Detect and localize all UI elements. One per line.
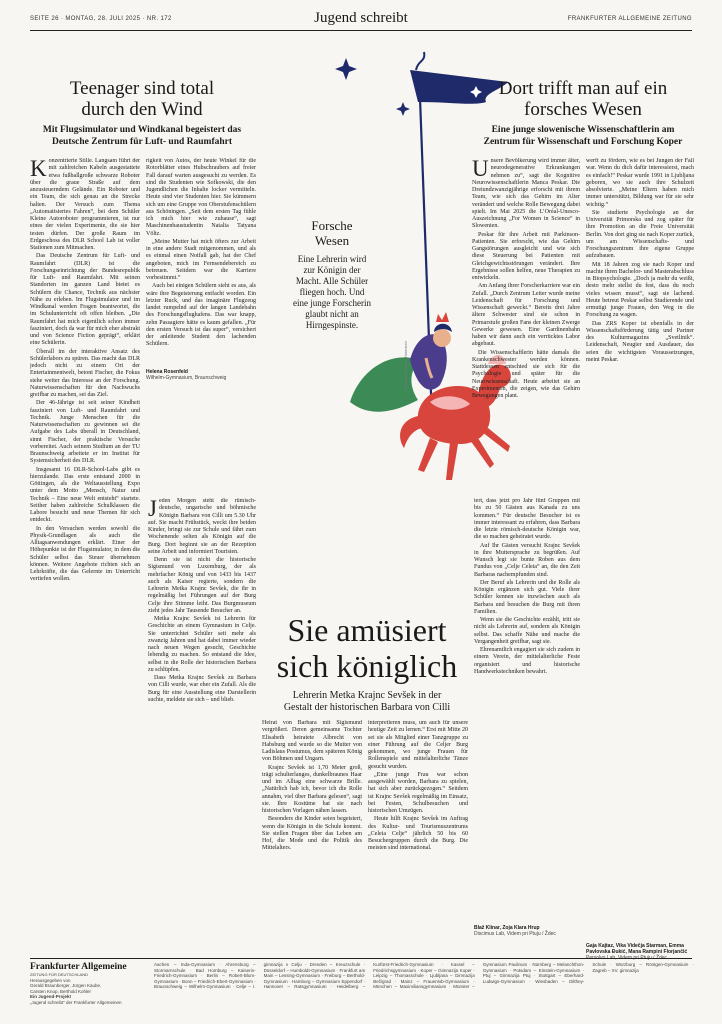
bottom-col4-paragraph: Ehrenamtlich engagiert sie sich zudem in einem Verein, der mittelalterliche Feste organisiert und historische Handwerkstechniken bewahrt.: [474, 647, 580, 675]
teaser-title-line-2: Wesen: [314, 233, 350, 248]
bottom-col3-paragraph: interpretieren muss, um auch für unsere heutige Zeit zu lernen.“ Erst mit Mitte 20 sei sie als Mitglied einer Tanzgruppe zu einer Führung auf die Celjer Burg gekommen, wo junge Frauen für Rollenspiele und mittelalterliche Tänze gesucht wurden.: [368, 720, 468, 770]
left-col1-paragraph: Der 46-Jährige ist seit seiner Kindheit fasziniert von Luft- und Raumfahrt und Technik. Junge Menschen für die Naturwissenschaften zu gewinnen sei die Aufgabe des Labs überall in Deutschland, sinnt Fischer, der praktische Versuche vorbereitet. Auch seinem Studium an der TU Braunschweig arbeitete er im Institut für Systemsicherheit des DLR.: [30, 400, 140, 465]
left-article-byline: [146, 366, 256, 381]
bottom-col2-paragraph: Heirat von Barbara mit Sigismund vergrößert. Deren gemeinsame Tochter Elisabeth heiratete Albrecht von Habsburg und wurde so die Mutter von Ladislaus Postumus, dem späteren König von Böhmen und Ungarn.: [262, 720, 362, 763]
left-author-name: Helena Rosenfeld: [146, 369, 188, 375]
right-subtitle-line-1: Eine junge slowenische Wissenschaftlerin am: [491, 125, 675, 135]
star-icon: [335, 58, 357, 80]
bottom-article-subtitle: [262, 690, 472, 714]
bottom-article-title: [262, 612, 472, 684]
right-title-line-1: Dort trifft man auf ein: [498, 78, 668, 99]
bottom-article-column-4: [474, 498, 580, 918]
editor-line: Herausgegeben von: [30, 977, 71, 983]
bottom-title-line-2: sich königlich: [276, 648, 458, 684]
teaser-text-line: fliegen hoch. Und: [299, 287, 365, 297]
left-article-column-2: [146, 158, 256, 364]
header-rule: [30, 30, 692, 31]
footer-rule: [30, 958, 692, 959]
bottom-col3-paragraph: Heute hilft Krajnc Sevšek im Auftrag des Kultur- und Tourismuszentrums „Celeia Celje“ jährlich 50 bis 60 Besuchergruppen durch die Burg. Die meisten sind international.: [368, 816, 468, 852]
right-article-column-2: [586, 158, 694, 938]
bottom-col4-paragraph: Der Beruf als Lehrerin und die Rolle als Königin ergänzen sich gut. Viele ihrer Schüler kennen sie inzwischen auch als Barbara und besuchen die Burg mit ihren Familien.: [474, 579, 580, 615]
teaser-text-line: Eine Lehrerin wird: [297, 254, 367, 264]
bottom-article-column-1: [148, 498, 256, 948]
teaser-title-line-1: Forsche: [311, 218, 353, 233]
horse-leg: [446, 442, 458, 480]
left-subtitle-line-1: Mit Flugsimulator und Windkanal begeistert das: [42, 125, 242, 135]
project-line: „Jugend schreibt“ der Frankfurter Allgemeinen: [30, 999, 122, 1005]
teaser-text-line: zur Königin der: [303, 265, 361, 275]
left-title-line-1: Teenager sind total: [69, 78, 215, 99]
left-col2-paragraph: „Meine Mutter hat mich öfters zur Arbeit in eine andere Stadt mitgenommen, und als es einmal einen Notfall gab, hat der Chef angeboten, mich im Fernsendebereich zu betreuen. Seitdem war die Karriere vorbestimmt.“: [146, 238, 256, 281]
right-col2-paragraph: werft zu fördern, wie es bei Jungen der Fall war. Wenn du dich dafür interessierst, mach es einfach!“ Peskar wurde 1991 in Ljubljana geboren, wo sie auch ihre Schulzeit absolvierte. „Meine Eltern haben mich immer unterstützt, Bildung war für sie sehr wichtig.“: [586, 158, 694, 208]
bottom-col2-paragraph: Besonders die Kinder seien begeistert, wenn die Königin in die Schule kommt. Sie stellen Fragen über das Leben am Hof, die Mode und die Politik des Mittelalters.: [262, 816, 362, 852]
newspaper-logo: Frankfurter Allgemeine: [30, 962, 127, 972]
bottom-col1-paragraph: Dass Metka Krajnc Sevšek zu Barbara von Cilli wurde, war eher ein Zufall. Als die Burg für eine Ausstellung eine Darstellerin suchte, meldete sie sich – und blieb.: [148, 675, 256, 703]
horse-leg: [418, 438, 438, 472]
right-article-column-1: [472, 158, 580, 518]
bottom-subtitle-line-1: Lehrerin Metka Krajnc Sevšek in der: [292, 690, 442, 701]
bottom-author-school: Discimus Lab, Videm pri Ptuju / Ždec: [474, 931, 556, 937]
right-author-names: Gaja Kajtaz, Vika Videčja Starman, Emma Pavlovska Đukić, Mana Rampini Florjančić: [586, 943, 688, 955]
right-col1-paragraph: Die Wissenschaftlerin hätte damals die Krankenschwester werden können. Stattdessen entschied sie sich für die Psychologie und später für die Neurowissenschaft. Heute arbeitet sie an Experimenten, die zeigen, wie das Gehirn Bewegungen plant.: [472, 349, 580, 399]
left-article-title: [28, 78, 256, 120]
teaser-text-line: Macht. Alle Schüler: [295, 276, 369, 286]
bottom-author-names: Blaž Klinar, Zoja Klara Hrup: [474, 925, 540, 931]
teaser-text-line: eine junge Forscherin: [293, 298, 371, 308]
queen-face: [433, 329, 451, 347]
teaser-text-line: Hirngespinste.: [305, 320, 359, 330]
section-title: Jugend schreibt: [314, 10, 408, 26]
bottom-article-byline: [474, 922, 580, 937]
footer-imprint: [30, 962, 148, 1006]
left-col1-paragraph: Insgesamt 16 DLR-School-Labs gibt es hierzulande. Das erste entstand 2000 in Göttingen, als die Weltausstellung Expo unter dem Motto „Mensch, Natur und Technik – Eine neue Welt entsteht“ startete. Seither haben zahlreiche Schulklassen die Labore besucht und neue Themen für sich entdeckt.: [30, 466, 140, 524]
crown-icon: [436, 312, 449, 322]
horse-tail: [400, 416, 422, 448]
illustration-credit: Illustration Jonathan Hasenbein: [404, 340, 408, 390]
right-drop-cap: U: [472, 158, 489, 181]
right-subtitle-line-2: Zentrum für Wissenschaft und Forschung Koper: [483, 137, 683, 147]
page-date-line: SEITE 26 · MONTAG, 28. JULI 2025 · NR. 172: [30, 16, 172, 22]
bottom-col2-paragraph: Krajnc Sevšek ist 1,70 Meter groß, trägt schulterlanges, dunkelbraunes Haar und im Alltag eine schwarze Brille. „Natürlich hab ich, bevor ich die Rolle annahm, viel über Barbara gelesen“, sagt sie. Ihre Kostüme hat sie nach historischen Vorlagen nähen lassen.: [262, 764, 362, 814]
star-icon: [396, 102, 410, 116]
right-col2-paragraph: Mit 18 Jahren zog sie nach Koper und machte ihren Bachelor- und Masterabschluss in Biopsychologie. „Doch ja mehr du weißt, desto mehr stellst du fest, dass du noch vieles wissen musst“, sagt sie lachend. Heute betreut Peskar selbst Studierende und ermutigt junge Frauen, den Weg in die Forschung zu wagen.: [586, 261, 694, 319]
bottom-col3-paragraph: „Eine junge Frau war schon ausgewählt worden, Barbara zu spielen, hat sich aber zurückgezogen.“ Seitdem ist Krajnc Sevšek regelmäßig im Einsatz, bei Festen, Schulbesuchen und historischen Umzügen.: [368, 771, 468, 814]
bottom-drop-cap: J: [148, 498, 157, 521]
left-subtitle-line-2: Deutsche Zentrum für Luft- und Raumfahrt: [51, 137, 233, 147]
right-col1-paragraph: nsere Bevölkerung wird immer älter, neurodegenerative Erkrankungen nehmen zu“, sagt die Kognitive Neurowissenschaftlerin Manca Peskar. Die Dreiundzwanzigjährige erforscht mit ihrem Team, wie sich das Gehirn im Alter verändert und welche Rolle Bewegung dabei spielt. Im Mai 2025 die L’Oréal-Unesco-Auszeichnung „For Women in Science“ in Slowenien.: [472, 158, 580, 230]
left-col2-paragraph: Auch bei einigen Schülern sieht es aus, als wäre ihre Begeisterung entfacht worden. Ein letzter Ruck, und das imaginäre Flugzeug landet rumpelnd auf der langen Landebahn des Forschungsflughafens. Das war knapp, zehn Passagiere hätte es kaum gefallen. „Für den ersten Versuch ist das super“, versichert der anleitende Student den lachenden Schülern.: [146, 283, 256, 348]
bottom-col1-paragraph: Denn sie ist nicht die historische Sigismund von Luxemburg, der als mehrfacher König und von 1433 bis 1437 auch als Kaiser regierte, sondern die Lehrerin Metka Krajnc Sevšek, die ihr in regelmäßig bei Führungen auf der Burg Celje ihre Stimme leiht. Das Burgmuseum zieht jedes Jahr Tausende Besucher an.: [148, 557, 256, 614]
left-col1-paragraph: Das Deutsche Zentrum für Luft- und Raumfahrt (DLR) ist die Forschungseinrichtung der Bundesrepublik für Luft- und Raumfahrt. Mit seinen Standorten im ganzen Land bietet es Schülern die Chance, Technik aus nächster Nähe zu erleben. Im Flugsimulator und im Windkanal werden Fragen beantwortet, die im Schulunterricht oft offen bleiben. „Die Raumfahrt hat mich eigentlich schon immer fasziniert, doch da war für mich eher abstrakt und von Science Fiction geprägt“, erklärt eine Schülerin.: [30, 253, 140, 347]
left-col1-paragraph: Überall im der interaktive Ansatz des Schülerlabors zu spüren. Das macht das DLR jedoch nicht zu einem Ort der Entertainmentwelt, betont Fischer, die Fokus stehe weiter das Interesse an der Forschung. Naturwissenschaften für den Nachwuchs greifbar zu machen, sei das Ziel.: [30, 348, 140, 398]
bottom-subtitle-line-2: Gestalt der historischen Barbara von Cilli: [283, 702, 451, 713]
left-article-subtitle: [28, 124, 256, 148]
right-col2-paragraph: Sie studierte Psychologie an der Universität Primorska und zog später für ihre Promotion an die Freie Universität Berlin. Von dort ging sie nach Koper zurück, um am Wissenschafts- und Forschungszentrum ihre eigene Gruppe aufzubauen.: [586, 209, 694, 260]
logo-subtitle: ZEITUNG FÜR DEUTSCHLAND: [30, 972, 89, 977]
bottom-col4-paragraph: Wenn sie die Geschichte erzählt, tritt sie nicht als Lehrerin auf, sondern als Königin selbst. Das schaffe Nähe und mache die Vergangenheit greifbar, sagt sie.: [474, 617, 580, 645]
bottom-col4-paragraph: Auf Ihr Gästen versucht Krajnc Sevšek in ihre Muttersprache zu begrüßen. Auf Wunsch legt sie bunte Roben aus dem Fundus von „Celje Celeia“ an, die den Zeit Barbaras nachempfunden sind.: [474, 542, 580, 578]
newspaper-name: FRANKFURTER ALLGEMEINE ZEITUNG: [567, 16, 692, 22]
project-line: Ein Jugend-Projekt: [30, 994, 72, 1000]
bottom-article-column-3: [368, 720, 468, 946]
right-title-line-2: forsches Wesen: [524, 99, 642, 120]
bottom-article-column-2: [262, 720, 362, 946]
teaser-text-line: glaubt nicht an: [305, 309, 359, 319]
left-col2-paragraph: rigkeit von Autos, der heute Winkel für die Rotorblätter eines Hubschraubers auf freier Fall darauf warten ausgesucht zu werden. Es sind die Studenten wie Sofkowski, die den Jugendlichen die Inhalte locker vermitteln. Heute sind vier Studenten hier. Sie kümmern sich um eine Gruppe von Oberstufenschülern aus Schöningen. „Seit dem ersten Tag fühle ich mich hier wie zuhause“, sagt Maschinenbaustudentin Natalia Tatyana Völtz.: [146, 158, 256, 237]
editor-line: Gerald Braunberger, Jürgen Kaube,: [30, 983, 102, 989]
right-col1-paragraph: Am Anfang ihrer Forscherkarriere war ein Zufall. „Durch Zentrum Leiter wurde meine Leidenschaft für Forschung und Wissenschaft geweckt.“ Bereits drei Jahre ältere Schwester sind sie schon in Primarstufe großen Fans der kleinen Zwerge Gewerke gewesen. Eine Gardinenbahn haben wir dann auch ein verrücktes Labor abgebaut.: [472, 283, 580, 348]
green-cape: [350, 357, 420, 411]
partner-schools-list: Aachen – Inda-Gymnasium · Ahrensburg – Stormarnschule · Bad Homburg – Kaiserin-Friedrich-Gymnasium · Berlin – Robert-Blum-Gymnasium · Bonn – Friedrich-Ebert-Gymnasium · Braunschweig – Wilhelm-Gymnasium · Celje – I. gimnazija v Celju · Dresden – Kreuzschule · Düsseldorf – Humboldt-Gymnasium · Frankfurt am Main – Lessing-Gymnasium · Freiburg – Berthold-Gymnasium · Hamburg – Gymnasium Eppendorf · Hannover – Ratsgymnasium · Heidelberg – Kurfürst-Friedrich-Gymnasium · Kassel – Friedrichsgymnasium · Koper – Gimnazija Koper · Leipzig – Thomasschule · Ljubljana – Gimnazija Bežigrad · Mainz – Frauenlob-Gymnasium · München – Maximiliansgymnasium · Münster – Gymnasium Paulinum · Nürnberg – Melanchthon-Gymnasium · Potsdam – Einstein-Gymnasium · Ptuj – Gimnazija Ptuj · Stuttgart – Eberhard-Ludwigs-Gymnasium · Wiesbaden – Dilthey-Schule · Würzburg – Röntgen-Gymnasium · Zagreb – XV. gimnazija: [154, 962, 694, 990]
left-author-school: Wilhelm-Gymnasium, Braunschweig: [146, 375, 227, 381]
bottom-col4-paragraph: tert, dass jetzt pro Jahr fünf Gruppen mit bis zu 50 Gästen aus Kanada zu uns kommen.“ Für deutsche Besucher ist es immer interessant zu erfahren, dass Barbara die letzte römisch-deutsche Königin war, die so machen geheiratet wurde.: [474, 498, 580, 541]
right-article-subtitle: [470, 124, 696, 148]
right-col2-paragraph: Das ZRS Koper ist ebenfalls in der Wissenschaftsförderung tätig und Partner des Kulturmagazins „Svetlinik“. Leidenschaft, Neugier und Ausdauer, das seien die wichtigsten Voraussetzungen, meint Peskar.: [586, 320, 694, 363]
left-col1-paragraph: In den Versuchen werden sowohl die Physik-Grundlagen als auch die Alltagsanwendungen erklärt. Einer der Höhepunkte ist der Flugsimulator, in dem die Schüler selbst das Steuer übernehmen können. Weitere Angebote richten sich an Lehrkräfte, die das Gelernte im Unterricht vertiefen wollen.: [30, 525, 140, 583]
bottom-col1-paragraph: eden Morgen steht die rümisch-deutsche, ungarische und böhmische Königin Barbara von Cilli um 5.30 Uhr auf. Sie macht Frühstück, weckt ihre beiden Kinder, bringt sie zur Schule und fährt zum Wochenende selten als Königin auf die Burg. Dort beginnt sie an der Rezeption seine Arbeit und informiert Touristen.: [148, 498, 256, 555]
right-col1-paragraph: Peskar für ihre Arbeit mit Parkinson-Patienten. Sie erforscht, wie das Gehirn Gangstörungen ausgleicht und wie sich diese Steuerung bei Patienten mit Gleichgewichtsstörungen verändert. Ihre Ergebnisse sollen helfen, neue Therapien zu entwickeln.: [472, 231, 580, 281]
left-article-column-1: [30, 158, 140, 948]
left-col1-paragraph: onzentrierte Stille. Langsam führt der mit zahlreichen Kabeln ausgestattete etwa fußballgroße schwarze Roboter über die graue Straße auf dem anzusteuerndem Gelände. Ein Roboter und ein Team, die sich genau an die Strecke halten. Der Versuch zum Thema „Automatisiertes Fahren“, bei dem Schüler Kleine Autoroboter programmieren, ist nur eines der vielen Experimente, die sie hier testen dürfen. Der große Raum im Erdgeschoss des DLR School Lab ist voller Stationen zum Mitmachen.: [30, 158, 140, 251]
editor-line: Carsten Knop, Berthold Kohler: [30, 988, 92, 994]
right-article-title: [470, 78, 696, 120]
left-drop-cap: K: [30, 158, 47, 181]
bottom-title-line-1: Sie amüsiert: [287, 612, 447, 648]
bottom-col1-paragraph: Metka Krajnc Sevšek ist Lehrerin für Geschichte an einem Gymnasium in Celje. Sie unterrichtet Schüler seit mehr als zwanzig Jahren und hat dabei immer wieder nach neuen Wegen gesucht, Geschichte lebendig zu machen. So entstand die Idee, selbst in die Rolle der historischen Barbara zu schlüpfen.: [148, 616, 256, 673]
flag-tip: [416, 52, 424, 70]
left-title-line-2: durch den Wind: [81, 99, 203, 120]
